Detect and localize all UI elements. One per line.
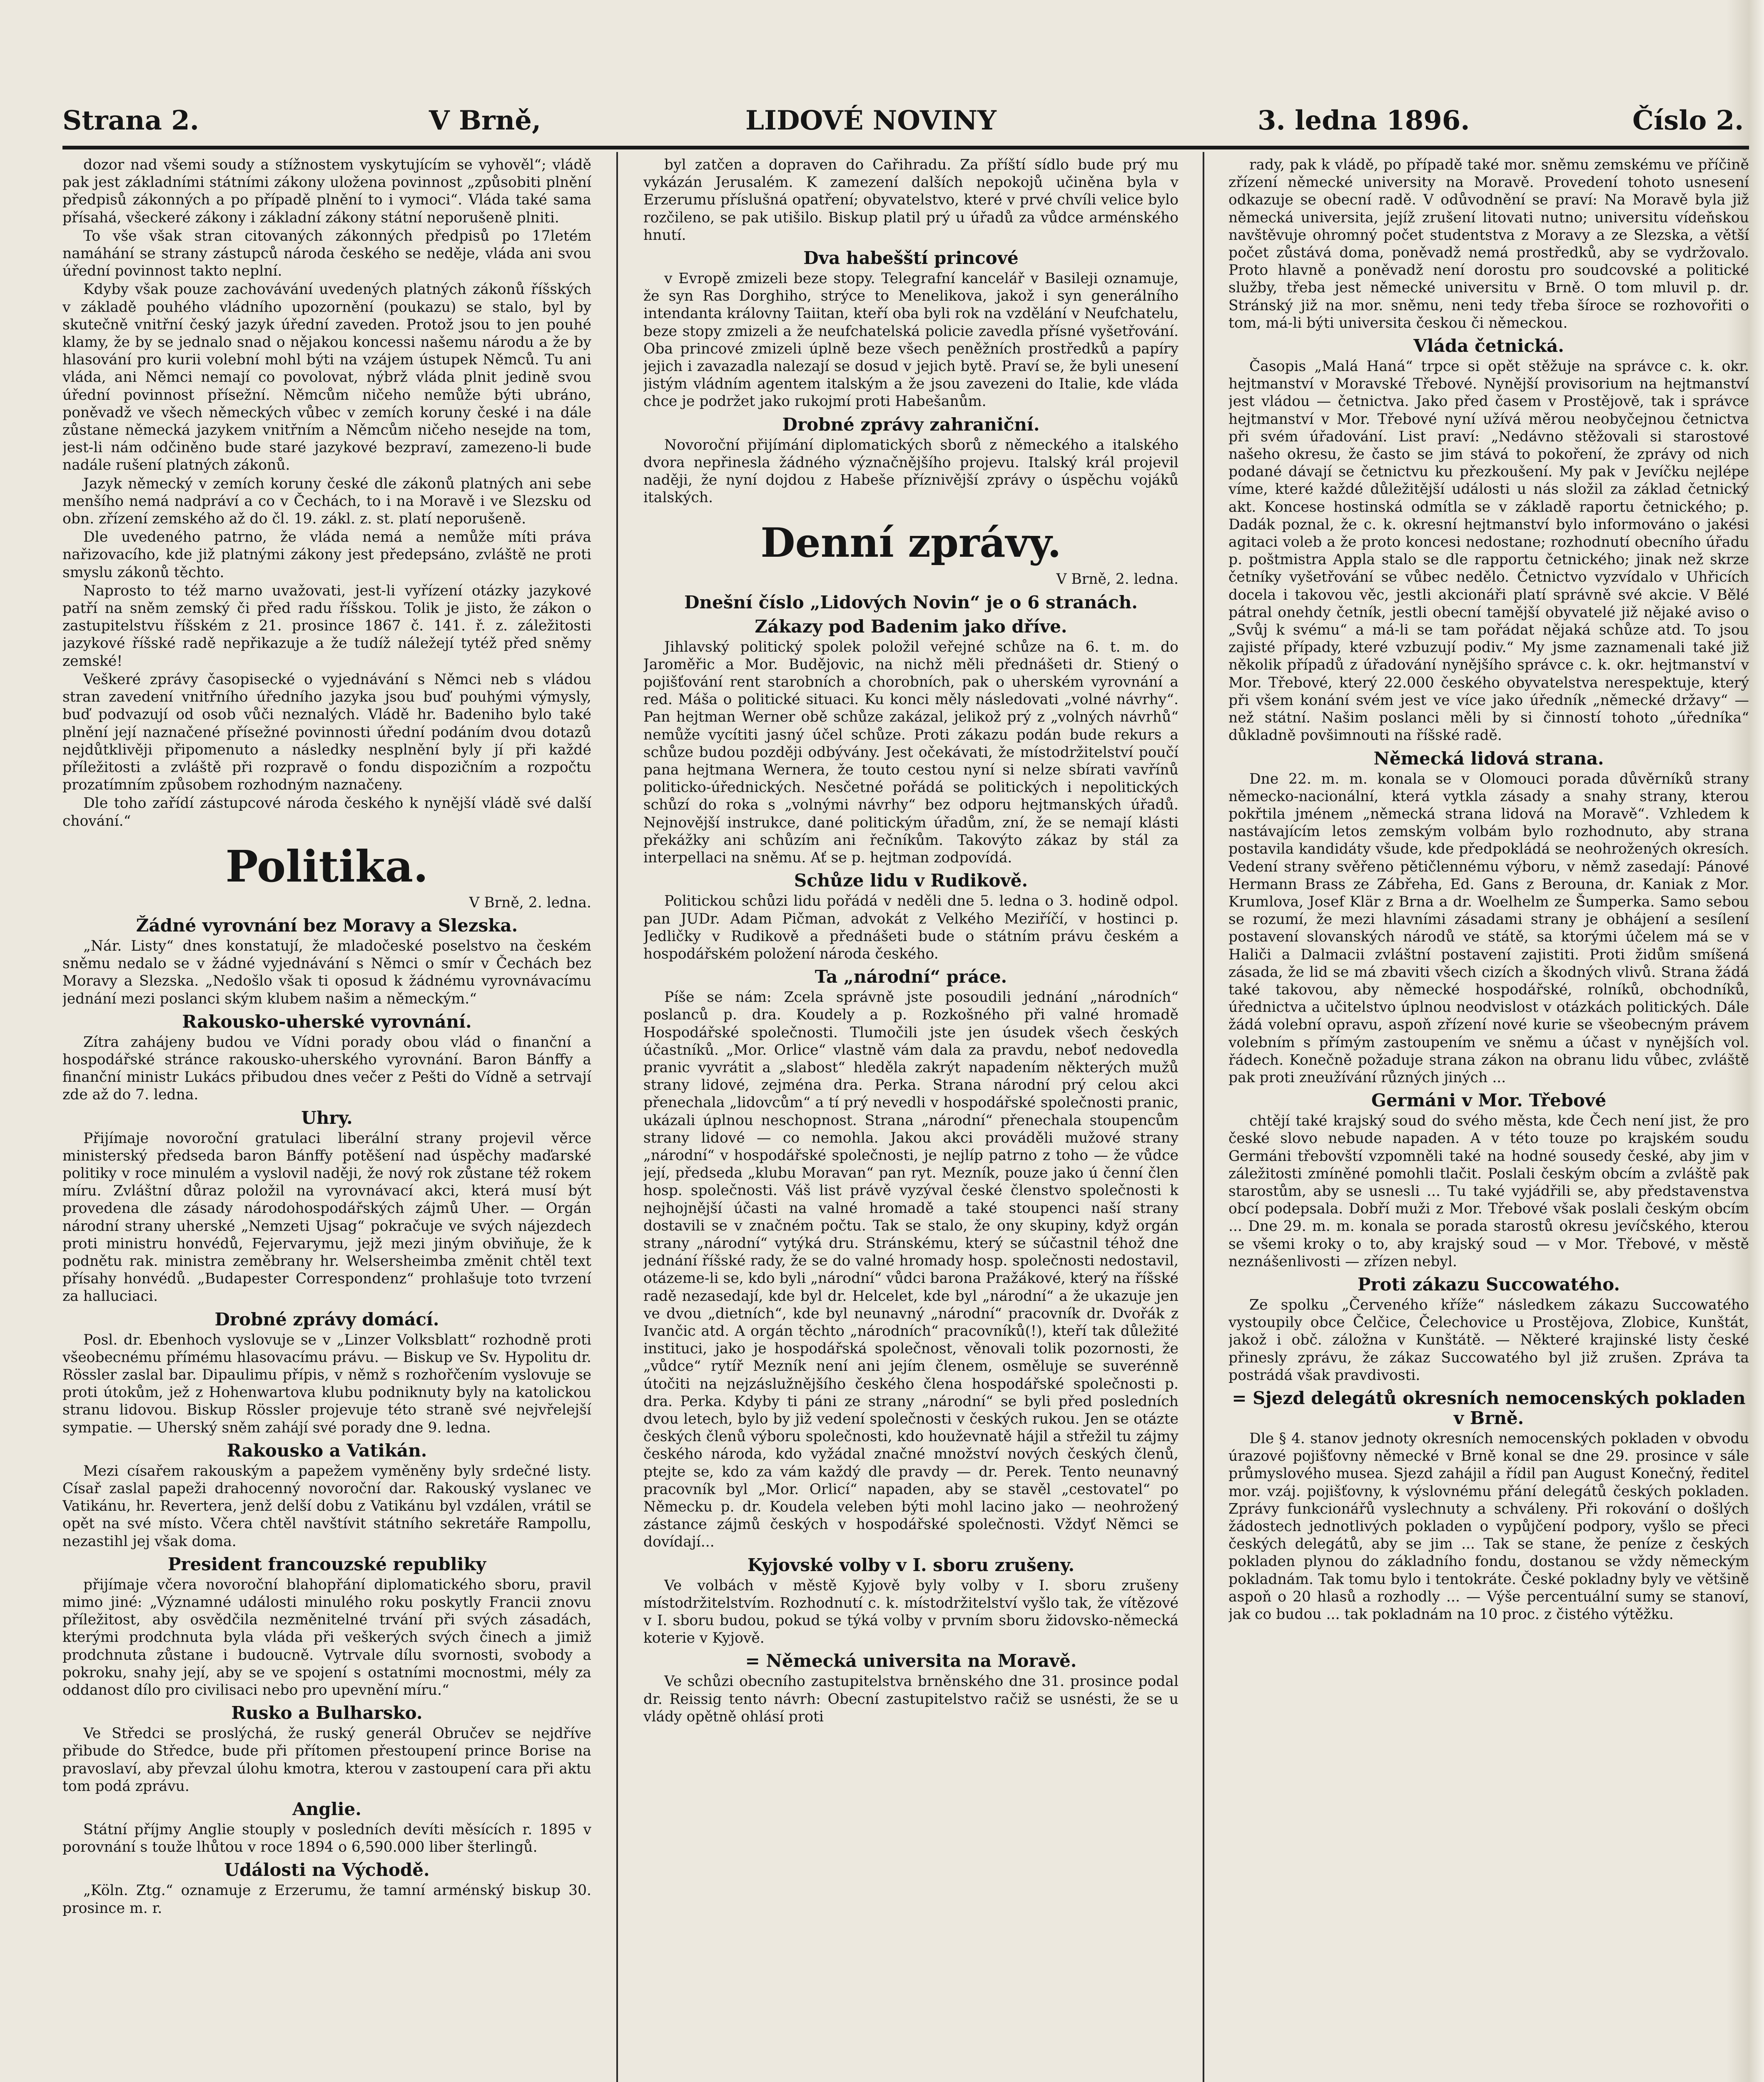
notice-heading: Dnešní číslo „Lidových Novin“ je o 6 stranách. [684,592,1138,613]
section-title-politika: Politika. [225,840,429,892]
article-heading: Germáni v Mor. Třebové [1371,1090,1607,1111]
article-heading: Uhry. [301,1107,353,1128]
paragraph: byl zatčen a dopraven do Cařihradu. Za příští sídlo bude prý mu vykázán Jerusalém. K zamezení dalších nepokojů učiněna byla v Erzerumu příslušná opatření; obyvatelstvo, které v prvé chvíli velice bylo rozčileno, se pak utišilo. Biskup platil prý u úřadů za vůdce arménského hnutí. [643,157,1178,244]
article-heading: Rakousko a Vatikán. [227,1440,427,1461]
paragraph: Naprosto to též marno uvažovati, jest-li vyřízení otázky jazykové patří na sněm zemský či před radu říšskou. Tolik je jisto, že zákon o zastupitelstvu říšském z 21. prosince 1867 č. 141. ř. z. záležitosti jazykové říšské radě nepřikazuje a že tudíž náležejí tytéž před sněmy zemské! [62,582,591,670]
article-heading: Rakousko-uherské vyrovnání. [182,1011,472,1032]
dateline: V Brně, 2. ledna. [469,894,591,911]
newspaper-page [62,100,1749,2082]
column-2 [643,156,1178,2082]
dateline: V Brně, 2. ledna. [1056,571,1178,588]
article-heading: Události na Východě. [224,1860,430,1880]
paragraph: Ve Středci se proslýchá, že ruský generál Obručev se nejdříve přibude do Středce, bude při přítomen přestoupení prince Borise na pravoslaví, aby převzal úlohu kmotra, kterou v zastoupení cara při aktu tom podá zprávu. [62,1725,591,1795]
header-rule [62,146,1749,149]
masthead-title: LIDOVÉ NOVINY [745,105,997,136]
paragraph: „Köln. Ztg.“ oznamuje z Erzerumu, že tamní arménský biskup 30. prosince m. r. [62,1882,591,1917]
paragraph: rady, pak k vládě, po případě také mor. sněmu zemskému ve příčině zřízení německé university na Moravě. Provedení tohoto usnesení odkazuje se obecní radě. V odůvodnění se praví: Na Moravě byla již německá universita, jejíž zrušení litovati nutno; universitu vídeňskou navštěvuje ohromný počet studentstva z Moravy a ze Slezska, a větší počet zůstává doma, poněvadž nemá prostředků, aby se vydržovalo. Proto hlavně a poněvadž není dorostu pro soudcovské a politické služby, třeba jest německé universitu v Brně. O tom mluvil p. dr. Stránský již na mor. sněmu, neni tedy třeba šíroce se rozhovořiti o tom, má-li býti universita českou či německou. [1228,157,1749,331]
paragraph: Novoroční přijímání diplomatických sborů z německého a italského dvora nepřinesla žádného význačnějšího projevu. Italský král projevil naději, že nyní dojdou z Habeše příznivější zprávy o úspěchu vojáků italských. [643,436,1178,506]
paragraph: Státní příjmy Anglie stouply v posledních devíti měsících r. 1895 v porovnání s touže lhůtou v roce 1894 o 6,590.000 liber šterlingů. [62,1821,591,1856]
paragraph: přijímaje včera novoroční blahopřání diplomatického sboru, pravil mimo jiné: „Významné události minulého roku poskytly Francii znovu příležitost, aby osvědčila nezměnitelné trvání při svých zásadách, kterými prodchnuta byla vláda při veškerých svých činech a jimiž prodchnuta zůstane i budoucně. Vytrvale dílu svornosti, svobody a pokroku, snahy její, aby se ve spojení s ostatními mocnostmi, mély za oddanost dílo pro civilisaci nebo pro upevnění míru.“ [62,1576,591,1699]
paragraph: „Nár. Listy“ dnes konstatují, že mladočeské poselstvo na českém sněmu nedalo se v žádné vyjednávání s Němci o smír v Čechách bez Moravy a Slezska. „Nedošlo však ti oposud k žádnému vyrovnávacímu jednání mezi poslanci ským klubem našim a německým.“ [62,937,591,1007]
article-heading: Ta „národní“ práce. [815,966,1007,987]
issue-number: Číslo 2. [1632,105,1744,136]
paragraph: Posl. dr. Ebenhoch vyslovuje se v „Linzer Volksblatt“ rozhodně proti všeobecnému přímému hlasovacímu právu. — Biskup ve Sv. Hypolitu dr. Rössler zaslal bar. Dipaulimu přípis, v němž s rozhořčením vyslovuje se proti útokům, jež z Hohenwartova klubu podniknuty byly na katolickou stranu lidovou. Biskup Rössler projevuje této straně své nejvřelejší sympatie. — Uherský sněm zahájí své porady dne 9. ledna. [62,1331,591,1436]
column-1 [62,156,591,2082]
paragraph: Časopis „Malá Haná“ trpce si opět stěžuje na správce c. k. okr. hejtmanství v Moravské Třebové. Nynější provisorium na hejtmanství jest vládou — četnictva. Jako před časem v Prostějově, tak i správce hejtmanství v Mor. Třebové nyní užívá měrou neobyčejnou četnictva při svém úřadování. List praví: „Nedávno stěžovali si starostové našeho okresu, že často se jim stává to pokoření, že zprávy od nich podané dávají se četnictvu ku přezkoušení. My pak v Jevíčku nejlépe víme, které každé důležitější události u nás složil za základ četnický akt. Koncese hostinská odmítla se v základě raportu četnického; p. Dadák poznal, že c. k. okresní hejtmanství bylo informováno o jakési agitaci voleb a že proto koncesi nedostane; rozhodnutí obecního úřadu p. poštmistra Appla stalo se dle rapportu četnického; jinak než skrze četníky vyšetřování se vůbec nedělo. Četnictvo vyzvídalo v Uhřicích docela i takovou věc, jestli akcionáři platí správně své akcie. V Bělé pátral onehdy četník, jestli obecní tamější obyvatelé již nějaké aviso o „Svůj k svému“ a má-li se tam pořádat nějaká schůze atd. To jsou zajisté případy, které vzbuzují podiv.“ My jsme zaznamenali také již několik případů z úřadování nynějšího správce c. k. okr. hejtmanství v Mor. Třebové, který 22.000 českého obyvatelstva nerespektuje, který při všem konání svém jest ve více jako úředník „německé državy“ — než státní. Našim poslanci měli by si činností tohoto „úředníka“ důkladně povšimnouti na říšské radě. [1228,358,1749,744]
paragraph: Dle uvedeného patrno, že vláda nemá a nemůže míti práva nařizovacího, kde již platnými zákony jest předepsáno, zvláště ne proti smyslu zákonů těchto. [62,529,591,581]
article-heading: Schůze lidu v Rudikově. [794,870,1028,891]
article-heading: Vláda četnická. [1413,336,1564,356]
article-heading: Žádné vyrovnání bez Moravy a Slezska. [136,915,518,936]
paragraph: Píše se nám: Zcela správně jste posoudili jednání „národních“ poslanců p. dra. Koudely a p. Rozkošného při valné hromadě Hospodářské společnosti. Tlumočili jste jen úsudek všech českých účastníků. „Mor. Orlice“ vlastně vám dala za pravdu, neboť nedovedla pranic vyvrátit a „slabost“ hleděla zakrýt napadením některých mužů strany lidové, zejména dra. Perka. Strana národní prý celou akci přenechala „lidovcům“ a tí prý nevedli v hospodářské společnosti pranic, ukázali úplnou neschopnost. Strana „národní“ přenechala stoupencům strany lidové — co nemohla. Jakou akci prováděli mužové strany „národní“ v hospodářské společnosti, je nejlíp patrno z toho — že vůdce její, předseda „klubu Moravan“ pan ryt. Mezník, pouze jako ú čenní člen hosp. společnosti. Váš list právě vyzýval české členstvo společnosti k nejhojnější účasti na valné hromadě a také stoupenci naší strany dostavili se v značném počtu. Tak se stalo, že ony skupiny, když orgán strany „národní“ vytýká dru. Stránskému, který se súčastnil téhož dne jednání říšské rady, že se do valné hromady hosp. společnosti nedostavil, otázeme-li se, kdo byli „národní“ vůdci barona Pražákové, který na říšské radě nezasedají, kde byl dr. Helcelet, kde byl „národní“ a že ukazuje jen ve dvou „dietních“, kde byl neunavný „národní“ pracovník dr. Dvořák z Ivančic atd. A orgán těchto „národních“ pracovníků(!), kteří tak důležité instituci, jako je hospodářská společnost, věnovali tolik pozornosti, že „vůdce“ rytíř Mezník není ani jejím členem, osměluje se suverénně útočiti na nejzáslužnějšího českého člena hospodářské společnosti p. dra. Perka. Kdyby ti páni ze strany „národní“ se byli před posledních dvou letech, bylo by již vedení společnosti v českých rukou. Jen se otázte českých členů výboru společnosti, kdo houževnatě hájil a střežil tu zájmy českého národa, kdo vyžádal značné množství nových českých členů, ptejte se, kdo za vám každý dle pravdy — dr. Perek. Tento neunavný pracovník byl „Mor. Orlicí“ napaden, aby se stavěl „cestovatel“ po Německu p. dr. Koudela veleben býti mohl lacino jako — neohrožený zástance zájmů českých v hospodářské společnosti. Vždyť Němci se dovídají... [643,989,1178,1551]
paragraph: Ve schůzi obecního zastupitelstva brněnského dne 31. prosince podal dr. Reissig tento návrh: Obecní zastupitelstvo račiž se usnésti, že se u vlády opětně ohlásí proti [643,1673,1178,1725]
paragraph: Kdyby však pouze zachovávání uvedených platných zákonů říšských v základě pouhého vládního upozornění (poukazu) se stalo, byl by skutečně vnitřní český jazyk úřední zaveden. Protož jsou to jen pouhé klamy, že by se jednalo snad o nějakou koncessi našemu národu a že by hlasování pro kurii volební mohl býti na vzájem ústupek Němců. Tu ani vláda, ani Němci nemají co povolovat, nýbrž vláda plnit jedině svou úřední povinnost přísežní. Němcům ničeho nemůže býti ubráno, poněvadž ve všech německých vůbec v zemích koruny české i na dále zůstane německá jazykem vnitřním a Němcům ničeho nesejde na tom, jest-li nám odčiněno bude staré jazykové bezpraví, zamezeno-li bude nadále rušení platných zákonů. [62,281,591,474]
paragraph: Ze spolku „Červeného kříže“ následkem zákazu Succowatého vystoupily obce Čelčice, Čelechovice u Prostějova, Zlobice, Kunštát, jakož i obč. záložna v Kunštátě. — Některé krajinské listy české přinesly zprávu, že zákaz Succowatého byl již zrušen. Zpráva ta postrádá však pravdivosti. [1228,1296,1749,1384]
paragraph: v Evropě zmizeli beze stopy. Telegrafní kancelář v Basileji oznamuje, že syn Ras Dorghiho, strýce to Menelikova, jakož i syn generálního intendanta královny Taiitan, kteří oba byli rok na vzdělání v Neufchatelu, beze stopy zmizeli a že neufchatelská policie zavedla přísné vyšetřování. Oba princové zmizeli úplně beze všech peněžních prostředků a papíry jejich i zavazadla nalezají se dosud v jejich bytě. Praví se, že byli unesení jistým vládním agentem italským a že jsou zavezeni do Italie, kde vláda chce je podržet jako rukojmí proti Habešanům. [643,270,1178,410]
article-heading: Anglie. [292,1799,361,1820]
article-heading: Proti zákazu Succowatého. [1357,1274,1620,1295]
paragraph: Dne 22. m. m. konala se v Olomouci porada důvěrníků strany německo-nacionální, která vytkla zásady a snahy strany, kterou pokřtila jménem „německá strana lidová na Moravě“. Vzhledem k nastávajícím letos zemským volbám bylo rozhodnuto, aby strana postavila kandidáty všude, kde předpokládá se neohrožených okresích. Vedení strany svěřeno pětičlennému výboru, v němž zasedají: Pánové Hermann Brass ze Zábřeha, Ed. Gans z Berouna, dr. Kaniak z Mor. Krumlova, Josef Klär z Brna a dr. Woelhelm ze Šumperka. Samo sebou se rozumí, že mezi hlavními zásadami strany je obhájení a sesílení postavení slovanských národů ve státě, sa ktorými účelem má se v Haliči a Dalmacii zvláštní postavení zajistiti. Proti židům smíšená zásada, že lid se má zbaviti všech cizích a škodných vlivů. Strana žádá také takovou, aby německé hospodářské, rolníků, obchodníků, úřednictva a učitelstvo úplnou neodvislost v otázkách politických. Dále žádá volební opravu, aspoň zřízení nové kurie se všeobecným právem volebním s přímým zastoupením ve sněmu a účast v nynějších vol. řádech. Konečně požaduje strana zákon na obranu lidu vůbec, zvláště pak proti zneužívání různých jiných ... [1228,770,1749,1086]
paragraph: Ve volbách v městě Kyjově byly volby v I. sboru zrušeny místodržitelstvím. Rozhodnutí c. k. místodržitelství vyšlo tak, že vítězové v I. sboru budou, pokud se týká volby v prvním sboru židovsko-německá koterie v Kyjově. [643,1577,1178,1647]
paragraph: To vše však stran citovaných zákonných předpisů po 17letém namáhání se strany zástupců národa českého se neděje, vláda ani svou úřední povinnost takto neplní. [62,227,591,280]
article-heading: President francouzské republiky [167,1554,486,1574]
paragraph: Veškeré zprávy časopisecké o vyjednávání s Němci neb s vládou stran zavedení vnitřního úředního jazyka jsou buď pouhými výmysly, buď podvazují od osob vůči neznalých. Vládě hr. Badeniho bylo také plnění její naznačené přísežné povinnosti úřední podáním dvou dotazů nejdůtklivěji připomenuto a následky nesplnění byly jí při každé příležitosti a zvláště při rozpravě o fondu dispozičním a rozpočtu prozatímním způsobem rozhodným naznačeny. [62,671,591,794]
paragraph: Dle § 4. stanov jednoty okresních nemocenských pokladen v obvodu úrazové pojišťovny německé v Brně konal se dne 29. prosince v sále průmyslového musea. Sjezd zahájil a řídil pan August Konečný, ředitel mor. vzáj. pojišťovny, k výslovnému přání delegátů českých pokladen. Zprávy funkcionářů vyslechnuty a schváleny. Při rokování o došlých žádostech jednotlivých pokladen o vypůjčení podpory, vyšlo se přeci českých delegátů, aby se jim ... Tak se stane, že peníze z českých pokladen plynou do základního fondu, dostanou se vždy německým pokladnám. Tak tomu bylo i tentokráte. České pokladny byly ve většině aspoň o 20 hlasů a rozhodly ... — Výše percentuální sumy se stanoví, jak co budou ... tak pokladnám na 10 proc. z čistého výtěžku. [1228,1430,1749,1623]
page-number: Strana 2. [62,105,199,136]
section-title-denni-zpravy: Denní zprávy. [760,519,1061,567]
paragraph: Politickou schůzi lidu pořádá v neděli dne 5. ledna o 3. hodině odpol. pan JUDr. Adam Pičman, advokát z Velkého Meziříčí, v hostinci p. Jedličky v Rudikově a přednášeti bude o státním právu českém a hospodářském položení národa českého. [643,893,1178,962]
article-heading: = Německá universita na Moravě. [745,1651,1077,1671]
column-rule-2 [1203,152,1204,2082]
paragraph: dozor nad všemi soudy a stížnostem vyskytujícím se vyhověl“; vládě pak jest základními státními zákony uložena povinnost „způsobiti plnění předpisů zákonných a po případě plnění to i vymoci“. Vláda také sama přísahá, všeckeré zákony i základní zákony státní neporušeně plniti. [62,157,591,226]
paragraph: Přijímaje novoroční gratulaci liberální strany projevil věrce ministerský předseda baron Bánffy potěšení nad úspěchy maďarské politiky v roce minulém a vyslovil naději, že nový rok zůstane též rokem míru. Zvláštní důraz položil na vyrovnávací akci, která musí být provedena dle zásady národohospodářských zájmů Uher. — Orgán národní strany uherské „Nemzeti Ujsag“ pokračuje ve svých nájezdech proti ministru honvédů, Fejervarymu, jejž mezi jiným obviňuje, že k podnětu rak. ministra zeměbrany hr. Welsersheimba změnit chtěl text přísahy honvédů. „Budapester Correspondenz“ prohlašuje toto tvrzení za halluciaci. [62,1130,591,1305]
article-heading: Rusko a Bulharsko. [231,1703,423,1723]
paragraph: chtějí také krajský soud do svého města, kde Čech není jist, že pro české slovo nebude napaden. A v této touze po krajském soudu Germáni třebovští vzpomněli také na hodné sousedy české, aby jim v záležitosti zmíněné pomohli tlačit. Poslali českým obcím a zvláště pak starostům, aby se usnesli ... Tu také vyjádřili se, aby představenstva obcí podepsala. Dobří muži z Mor. Třebové však poslali českým obcím ... Dne 29. m. m. konala se porada starostů okresu jevíčského, kterou se všemi kroky o to, aby krajský soud — v Mor. Třebové, v městě neznášenlivosti — zřízen nebyl. [1228,1113,1749,1270]
article-heading: Dva habešští princové [803,248,1019,269]
paragraph: Dle toho zařídí zástupcové národa českého k nynější vládě své další chování.“ [62,795,591,829]
place: V Brně, [429,105,541,136]
article-heading: = Sjezd delegátů okresních nemocenských pokladen v Brně. [1232,1388,1746,1428]
article-heading: Zákazy pod Badenim jako dříve. [755,616,1067,637]
paragraph: Jazyk německý v zemích koruny české dle zákonů platných ani sebe menšího nemá nadpráví a co v Čechách, to i na Moravě i ve Slezsku od obn. zřízení zemského až do čl. 19. zákl. z. st. platí neporušeně. [62,475,591,528]
column-rule-1 [616,152,618,2082]
paragraph: Jihlavský politický spolek položil veřejné schůze na 6. t. m. do Jaroměřic a Mor. Budějovic, na nichž měli přednášeti dr. Stiený o pojišťování rent starobních a chorobních, pak o uherském vyrovnání a red. Máša o politické situaci. Ku konci měly následovati „volné návrhy“. Pan hejtman Werner obě schůze zakázal, jelikož prý z „volných návrhů“ nemůže vycítiti jasný účel schůze. Proti zákazu podán bude rekurs a schůze budou později odbývány. Jest očekávati, že místodržitelství poučí pana hejtmana Wernera, že touto cestou nyní si nelze sbírati vavřínů politicko-úřednických. Nesčetné pořádá se politických i nepolitických schůzí do roka s „volnými návrhy“ bez odporu hejtmanských úřadů. Nejnovější instrukce, dané politickým úřadům, zní, že se nemají klásti překážky ani schůzím ani řečníkům. Takovýto zákaz by stál za interpellaci na sněmu. Ať se p. hejtman zodpovídá. [643,638,1178,867]
article-heading: Drobné zprávy domácí. [214,1309,439,1330]
paragraph: Mezi císařem rakouským a papežem vyměněny byly srdečné listy. Císař zaslal papeži drahocenný novoroční dar. Rakouský vyslanec ve Vatikánu, hr. Revertera, jenž delší dobu z Vatikánu byl vzdálen, vrátil se opět na své místo. Včera chtěl navštívit státního sekretáře Rampollu, nezastihl jej však doma. [62,1462,591,1550]
article-heading: Kyjovské volby v I. sboru zrušeny. [747,1554,1075,1575]
article-heading: Drobné zprávy zahraniční. [782,414,1040,435]
issue-date: 3. ledna 1896. [1258,105,1470,136]
article-heading: Německá lidová strana. [1373,748,1604,769]
column-3 [1228,156,1749,2082]
paragraph: Zítra zahájeny budou ve Vídni porady obou vlád o finanční a hospodářské stránce rakousko-uherského vyrovnání. Baron Bánffy a finanční ministr Lukács přibudou dnes večer z Pešti do Vídně a setrvají zde až do 7. ledna. [62,1034,591,1103]
